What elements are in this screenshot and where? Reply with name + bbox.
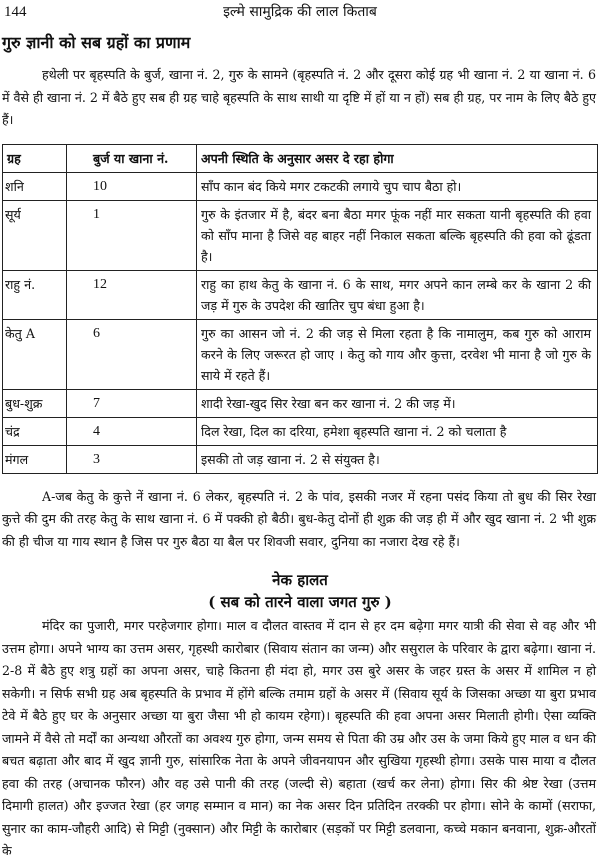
section-title: गुरु ज्ञानी को सब ग्रहों का प्रणाम	[2, 33, 191, 52]
effect-cell: शादी रेखा-खुद सिर रेखा बन कर खाना नं. 2 की जड़ में।	[197, 389, 598, 417]
header-house: बुर्ज या खाना नं.	[67, 144, 197, 172]
house-cell: 6	[67, 319, 197, 389]
table-row	[3, 417, 598, 445]
note-paragraph	[2, 486, 596, 554]
house-cell: 10	[67, 172, 197, 200]
planet-cell: सूर्य	[3, 200, 67, 270]
table-row	[3, 389, 598, 417]
subsection-title: नेक हालत	[272, 571, 328, 589]
table-header-row	[3, 144, 598, 172]
effect-cell: साँप कान बंद किये मगर टकटकी लगाये चुप चाप बैठा हो।	[197, 172, 598, 200]
planet-cell: मंगल	[3, 445, 67, 473]
table-row	[3, 445, 598, 473]
body-paragraph	[2, 615, 596, 863]
table-row	[3, 172, 598, 200]
effect-cell: गुरु के इंतजार में है, बंदर बना बैठा मगर फूंक नहीं मार सकता यानी बृहस्पति की हवा को साँप माना है जिसे वह बाहर नहीं निकाल सकता बल्कि बृहस्पति की हवा को ढूंडता है।	[197, 200, 598, 270]
header-effect: अपनी स्थिति के अनुसार असर दे रहा होगा	[197, 144, 598, 172]
running-title: इल्मे सामुद्रिक की लाल किताब	[223, 4, 377, 20]
house-cell: 1	[67, 200, 197, 270]
planet-table	[2, 144, 598, 474]
intro-paragraph	[2, 64, 596, 132]
house-cell: 4	[67, 417, 197, 445]
body-text: मंदिर का पुजारी, मगर परहेजगार होगा। माल व दौलत वास्तव में दान से हर दम बढ़ेगा मगर यात्री की सेवा से वह और भी उत्तम होगा। अपने भाग्य का उत्तम असर, गृहस्थी कारोबार (सिवाय संतान का जन्म) और ससुराल के परिवार के द्वारा बढ़ेगा। खाना नं. 2-8 में बैठे हुए शत्रु ग्रहों का अपना असर, चाहे कितना ही मंदा हो, मगर उस बुरे असर के जहर ग्रस्त के असर में शामिल न हो सकेगी। न सिर्फ सभी ग्रह अब बृहस्पति के प्रभाव में होंगे बल्कि तमाम ग्रहों के असर में (सिवाय सूर्य के जिसका अच्छा या बुरा प्रभाव टेवे में बैठे हुए घर के अनुसार अच्छा या बुरा जैसा भी हो कायम रहेगा)। बृहस्पति की हवा अपना असर मिलाती होगी। ऐसा व्यक्ति जामने में वैसे तो मर्दों का अन्यथा औरतों का अवश्य गुरु होगा, जन्म समय से पिता की उम्र और उस के जमा किये हुए माल व धन की बचत बढ़ाता और बाद में खुद ज्ञानी गुरु, सांसारिक नेता के अपने जीवनयापन और सुखिया गृहस्थी होगा। उसके पास माया व दौलत हवा की तरह (अचानक फौरन) और वह उसे पानी की तरह (जल्दी से) बहाता (खर्च कर लेना) होगा। सिर की श्रेष्ट रेखा (उत्तम दिमागी हालत) और इज्जत रेखा (हर जगह सम्मान व मान) का नेक असर दिन प्रतिदिन तरक्की पर होगा। सोने के कामों (सराफा, सुनार का काम-जौहरी आदि) से मिट्टी (नुक्सान) और मिट्टी के कारोबार (सड़कों पर मिट्टी डलवाना, कच्चे मकान बनवाना, शुक्र-औरतों के	[2, 618, 596, 858]
table-row	[3, 270, 598, 319]
house-cell: 3	[67, 445, 197, 473]
subsection-subtitle: ( सब को तारने वाला जगत गुरु )	[208, 593, 392, 611]
table-row	[3, 200, 598, 270]
page-number: 144	[4, 4, 27, 20]
planet-cell: राहु नं.	[3, 270, 67, 319]
effect-cell: दिल रेखा, दिल का दरिया, हमेशा बृहस्पति खाना नं. 2 को चलाता है	[197, 417, 598, 445]
planet-cell: चंद्र	[3, 417, 67, 445]
effect-cell: राहु का हाथ केतु के खाना नं. 6 के साथ, मगर अपने कान लम्बे कर के खाना 2 की जड़ में गुरु के उपदेश की खातिर चुप बंधा हुआ है।	[197, 270, 598, 319]
house-cell: 7	[67, 389, 197, 417]
house-cell: 12	[67, 270, 197, 319]
planet-cell: शनि	[3, 172, 67, 200]
table-row	[3, 319, 598, 389]
planet-cell: बुध-शुक्र	[3, 389, 67, 417]
header-planet: ग्रह	[3, 144, 67, 172]
page-header	[2, 2, 598, 24]
effect-cell: गुरु का आसन जो नं. 2 की जड़ से मिला रहता है कि नामालुम, कब गुरु को आराम करने के लिए जरूरत हो जाए । केतु को गाय और कुत्ता, दरवेश भी माना है जो गुरु के साये में रहते हैं।	[197, 319, 598, 389]
effect-cell: इसकी तो जड़ खाना नं. 2 से संयुक्त है।	[197, 445, 598, 473]
planet-cell: केतु A	[3, 319, 67, 389]
note-text: A-जब केतु के कुत्ते नें खाना नं. 6 लेकर, बृहस्पति नं. 2 के पांव, इसकी नजर में रहना पसंद किया तो बुध की सिर रेखा कुत्ते की दुम की तरह केतु के साथ खाना नं. 6 में पक्की हो बैठी। बुध-केतु दोनों ही शुक्र की जड़ ही में और खुद खाना नं. 2 भी शुक्र की ही चीज या गाय स्थान है जिस पर गुरु बैठा या बैल पर शिवजी सवार, दुनिया का नजारा देख रहे हैं।	[2, 488, 596, 549]
intro-text: हथेली पर बृहस्पति के बुर्ज, खाना नं. 2, गुरु के सामने (बृहस्पति नं. 2 और दूसरा कोई ग्रह भी खाना नं. 2 या खाना नं. 6 में वैसे ही खाना नं. 2 में बैठे हुए सब ही ग्रह चाहे बृहस्पति के साथ साथी या दृष्टि में हों या न हों) सब ही ग्रह, पर नाम के लिए बैठे हुए हैं।	[2, 67, 597, 127]
